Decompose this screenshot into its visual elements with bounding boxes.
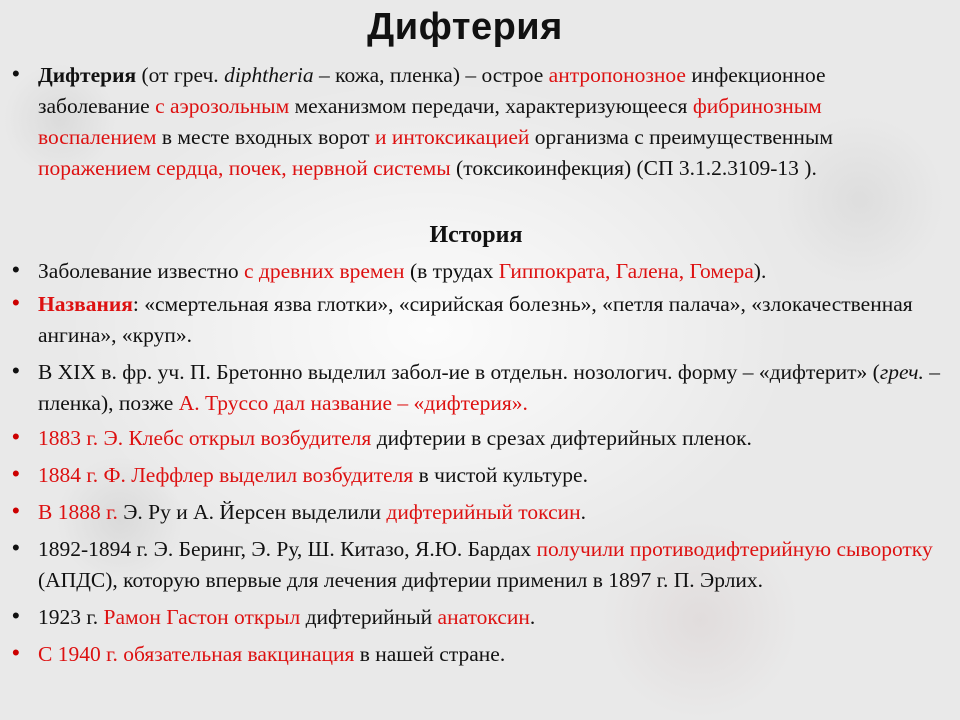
text: инфекционное заболевание (38, 63, 826, 118)
history-item (10, 289, 940, 351)
highlight: дифтерийный токсин (386, 500, 581, 524)
highlight: 1884 г. Ф. Леффлер выделил возбудителя (38, 463, 414, 487)
text: (токсикоинфекция) (СП 3.1.2.3109-13 ). (450, 156, 817, 180)
italic-text: греч. (879, 360, 924, 384)
history-item (10, 534, 940, 596)
highlight: С 1940 г. обязательная вакцинация (38, 642, 355, 666)
highlight: фибринозным воспалением (38, 94, 822, 149)
history-item (10, 602, 940, 633)
text: механизмом передачи, характеризующееся (289, 94, 693, 118)
highlight: В 1888 г. (38, 500, 118, 524)
text: в нашей стране. (354, 642, 506, 666)
text: В XIX в. фр. уч. П. Бретонно выделил забол-ие в отдельн. нозологич. форму – «дифтерит» ( (38, 360, 880, 384)
highlight: с древних времен (244, 259, 405, 283)
history-list (10, 256, 940, 670)
definition-list (10, 60, 940, 184)
highlight: анатоксин (437, 605, 530, 629)
text: организма с преимущественным (529, 125, 833, 149)
highlight: антропонозное (548, 63, 686, 87)
text: – пленка), позже (38, 360, 940, 415)
definition-bullet (10, 60, 940, 184)
highlight: А. Труссо дал название – «дифтерия». (178, 391, 528, 415)
text: (от греч. (136, 63, 225, 87)
latin-term: diphtheria (224, 63, 314, 87)
text: 1923 г. (38, 605, 104, 629)
term: Дифтерия (38, 63, 137, 87)
text: – кожа, пленка) – острое (313, 63, 549, 87)
page-title: Дифтерия (367, 6, 563, 48)
text: (АПДС), которую впервые для лечения дифтерии применил в 1897 г. П. Эрлих. (38, 568, 764, 592)
text: дифтерии в срезах дифтерийных пленок. (371, 426, 752, 450)
text: : «смертельная язва глотки», «сирийская болезнь», «петля палача», «злокачественная ангина», «круп». (38, 292, 913, 347)
highlight: поражением сердца, почек, нервной системы (38, 156, 451, 180)
text: Заболевание известно (38, 259, 245, 283)
text: . (580, 500, 587, 524)
text: дифтерийный (300, 605, 438, 629)
history-item (10, 357, 940, 419)
highlight: с аэрозольным (155, 94, 290, 118)
highlight: и интоксикацией (374, 125, 530, 149)
highlight: Рамон Гастон открыл (103, 605, 301, 629)
highlight: получили противодифтерийную сыворотку (536, 537, 933, 561)
text: в месте входных ворот (156, 125, 375, 149)
history-item (10, 497, 940, 528)
text: Э. Ру и А. Йерсен выделили (117, 500, 387, 524)
text: ). (753, 259, 767, 283)
highlight: 1883 г. Э. Клебс открыл возбудителя (38, 426, 372, 450)
text: в чистой культуре. (413, 463, 588, 487)
text: (в трудах (404, 259, 499, 283)
history-item (10, 423, 940, 454)
text: . (529, 605, 536, 629)
highlight-label: Названия (38, 292, 133, 316)
history-item (10, 256, 940, 287)
highlight: Гиппократа, Галена, Гомера (498, 259, 754, 283)
history-item (10, 460, 940, 491)
text: 1892-1894 г. Э. Беринг, Э. Ру, Ш. Китазо, Я.Ю. Бардах (38, 537, 537, 561)
history-item (10, 639, 940, 670)
history-heading: История (429, 222, 523, 248)
